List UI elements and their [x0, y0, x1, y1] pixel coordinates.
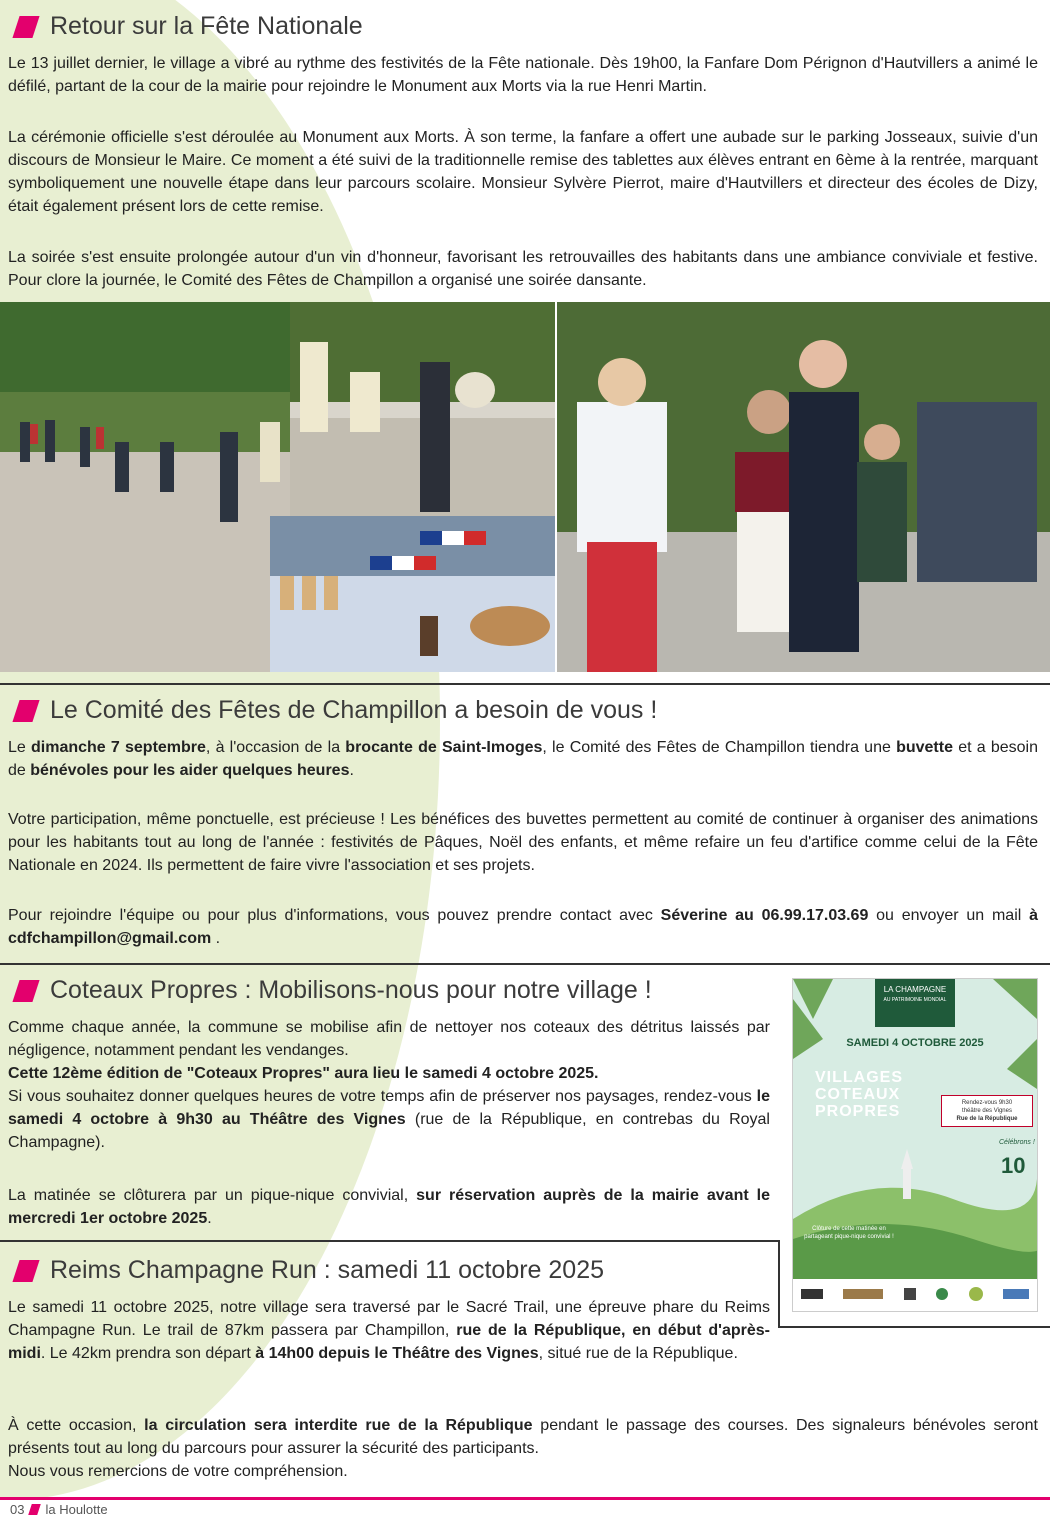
- paragraph: Comme chaque année, la commune se mobilise afin de nettoyer nos coteaux des détritus laissés par négligence, notamment pendant les vendanges. Cette 12ème édition de "Coteaux Propres" aura lieu le samedi 4 octobre 2025. Si vous souhaitez donner quelques heures de votre temps afin de préserver nos paysages, rendez-vous le samedi 4 octobre à 9h30 au Théâtre des Vignes (rue de la République, en contrebas du Royal Champagne).: [8, 1019, 770, 1151]
- paragraph: La soirée s'est ensuite prolongée autour d'un vin d'honneur, favorisant les retrouvailles des habitants dans une ambiance conviviale et festive. Pour clore la journée, le Comité des Fêtes de Champillon a organisé une soirée dansante.: [8, 249, 1038, 289]
- box-border-left: [778, 1240, 780, 1328]
- photo-mayor-speech: [290, 302, 555, 516]
- title-marker-icon: [12, 16, 39, 38]
- sponsor-logo-icon: [904, 1288, 916, 1300]
- section-title-text: Coteaux Propres : Mobilisons-nous pour notre village !: [50, 976, 652, 1004]
- email-link[interactable]: à cdfchampillon@gmail.com: [8, 907, 1038, 947]
- poster-rdv-line: théâtre des Vignes: [962, 1108, 1012, 1114]
- section-title-comite-des-fetes: [10, 696, 657, 725]
- poster-caption: Clôture de cette matinée en partageant pique-nique convivial !: [804, 1226, 894, 1240]
- poster-badge-number: 10: [1001, 1153, 1026, 1178]
- page-number: 03: [10, 1502, 25, 1517]
- section-title-fete-nationale: [10, 12, 363, 41]
- title-marker-icon: [12, 700, 39, 722]
- publication-name: la Houlotte: [45, 1502, 108, 1517]
- section-title-text: Reims Champagne Run : samedi 11 octobre 2025: [50, 1256, 605, 1284]
- poster-title-line: VILLAGES: [815, 1069, 904, 1086]
- section-title-text: Le Comité des Fêtes de Champillon a besoin de vous !: [50, 696, 658, 724]
- paragraph: Le dimanche 7 septembre, à l'occasion de la brocante de Saint-Imoges, le Comité des Fêtes de Champillon tiendra une buvette et a besoin de bénévoles pour les aider quelques heures.: [8, 739, 1038, 779]
- paragraph: À cette occasion, la circulation sera interdite rue de la République pendant le passage des courses. Des signaleurs bénévoles seront présents tout au long du parcours pour assurer la sécurité des participants. Nous vous remercions de votre compréhension.: [8, 1417, 1038, 1480]
- paragraph: Votre participation, même ponctuelle, est précieuse ! Les bénéfices des buvettes permettent au comité de continuer à organiser des animations pour les habitants tout au long de l'année : festivités de Pâques, Noël des enfants, et même refaire un feu d'artifice comme celui de la Fête Nationale en 2024. Ils permettent de faire vivre l'association et ses projets.: [8, 811, 1038, 874]
- paragraph: La matinée se clôturera par un pique-nique convivial, sur réservation auprès de la mairie avant le mercredi 1er octobre 2025.: [8, 1187, 771, 1227]
- photo-buffet-flags: [270, 516, 555, 672]
- section-divider: [0, 1240, 780, 1242]
- title-marker-icon: [12, 1260, 39, 1282]
- footer: [10, 1502, 108, 1517]
- sponsor-logo-icon: [843, 1289, 883, 1299]
- poster-title-line: PROPRES: [815, 1103, 901, 1120]
- section-divider: [0, 683, 1050, 685]
- paragraph: Le 13 juillet dernier, le village a vibré au rythme des festivités de la Fête nationale. Dès 19h00, la Fanfare Dom Pérignon d'Hautvillers a animé le défilé, partant de la cour de la mairie pour rejoindre le Monument aux Morts via la rue Henri Martin.: [8, 55, 1038, 95]
- section-title-text: Retour sur la Fête Nationale: [50, 12, 363, 40]
- sponsor-logo-icon: [969, 1287, 983, 1301]
- poster-title-line: COTEAUX: [815, 1086, 901, 1103]
- paragraph: Le samedi 11 octobre 2025, notre village sera traversé par le Sacré Trail, une épreuve phare du Reims Champagne Run. Le trail de 87km passera par Champillon, rue de la République, en début d'après-midi. Le 42km prendra son départ à 14h00 depuis le Théâtre des Vignes, situé rue de la République.: [8, 1299, 770, 1362]
- coteaux-propres-poster: [792, 978, 1038, 1312]
- poster-rdv-line: Rendez-vous 9h30: [961, 1100, 1013, 1106]
- poster-org-line2: AU PATRIMOINE MONDIAL: [883, 997, 947, 1003]
- sponsor-logo-icon: [801, 1289, 823, 1299]
- section-title-reims-champagne-run: [10, 1256, 604, 1285]
- poster-rdv-line: Rue de la République: [956, 1116, 1018, 1122]
- paragraph: La cérémonie officielle s'est déroulée au Monument aux Morts. À son terme, la fanfare a offert une aubade sur le parking Josseaux, suivie d'un discours de Monsieur le Maire. Ce moment a été suivi de la traditionnelle remise des tablettes aux élèves entrant en 6ème à la rentrée, marquant symboliquement une nouvelle étape dans leur parcours scolaire. Monsieur Sylvère Pierrot, maire d'Hautvillers et directeur des écoles de Dizy, était également présent lors de cette remise.: [8, 129, 1038, 215]
- poster-celebrons: Célébrons !: [999, 1139, 1035, 1146]
- sponsor-logo-icon: [1003, 1289, 1029, 1299]
- poster-date: SAMEDI 4 OCTOBRE 2025: [846, 1037, 984, 1049]
- sponsor-logo-icon: [936, 1288, 948, 1300]
- title-marker-icon: [12, 980, 39, 1002]
- box-border-bottom: [778, 1326, 1050, 1328]
- poster-sponsor-logos: [801, 1287, 1029, 1301]
- paragraph: Pour rejoindre l'équipe ou pour plus d'informations, vous pouvez prendre contact avec Séverine au 06.99.17.03.69 ou envoyer un mail à cdfchampillon@gmail.com .: [8, 907, 1038, 947]
- section-divider: [0, 963, 1050, 965]
- section-title-coteaux-propres: [10, 976, 652, 1005]
- photo-fanfare-parade: [0, 302, 290, 672]
- photo-tablet-ceremony: [557, 302, 1050, 672]
- footer-accent-bar: [0, 1497, 1050, 1500]
- footer-marker-icon: [29, 1504, 42, 1515]
- poster-org-line1: LA CHAMPAGNE: [883, 985, 947, 994]
- poster-rdv-box: [941, 1095, 1033, 1127]
